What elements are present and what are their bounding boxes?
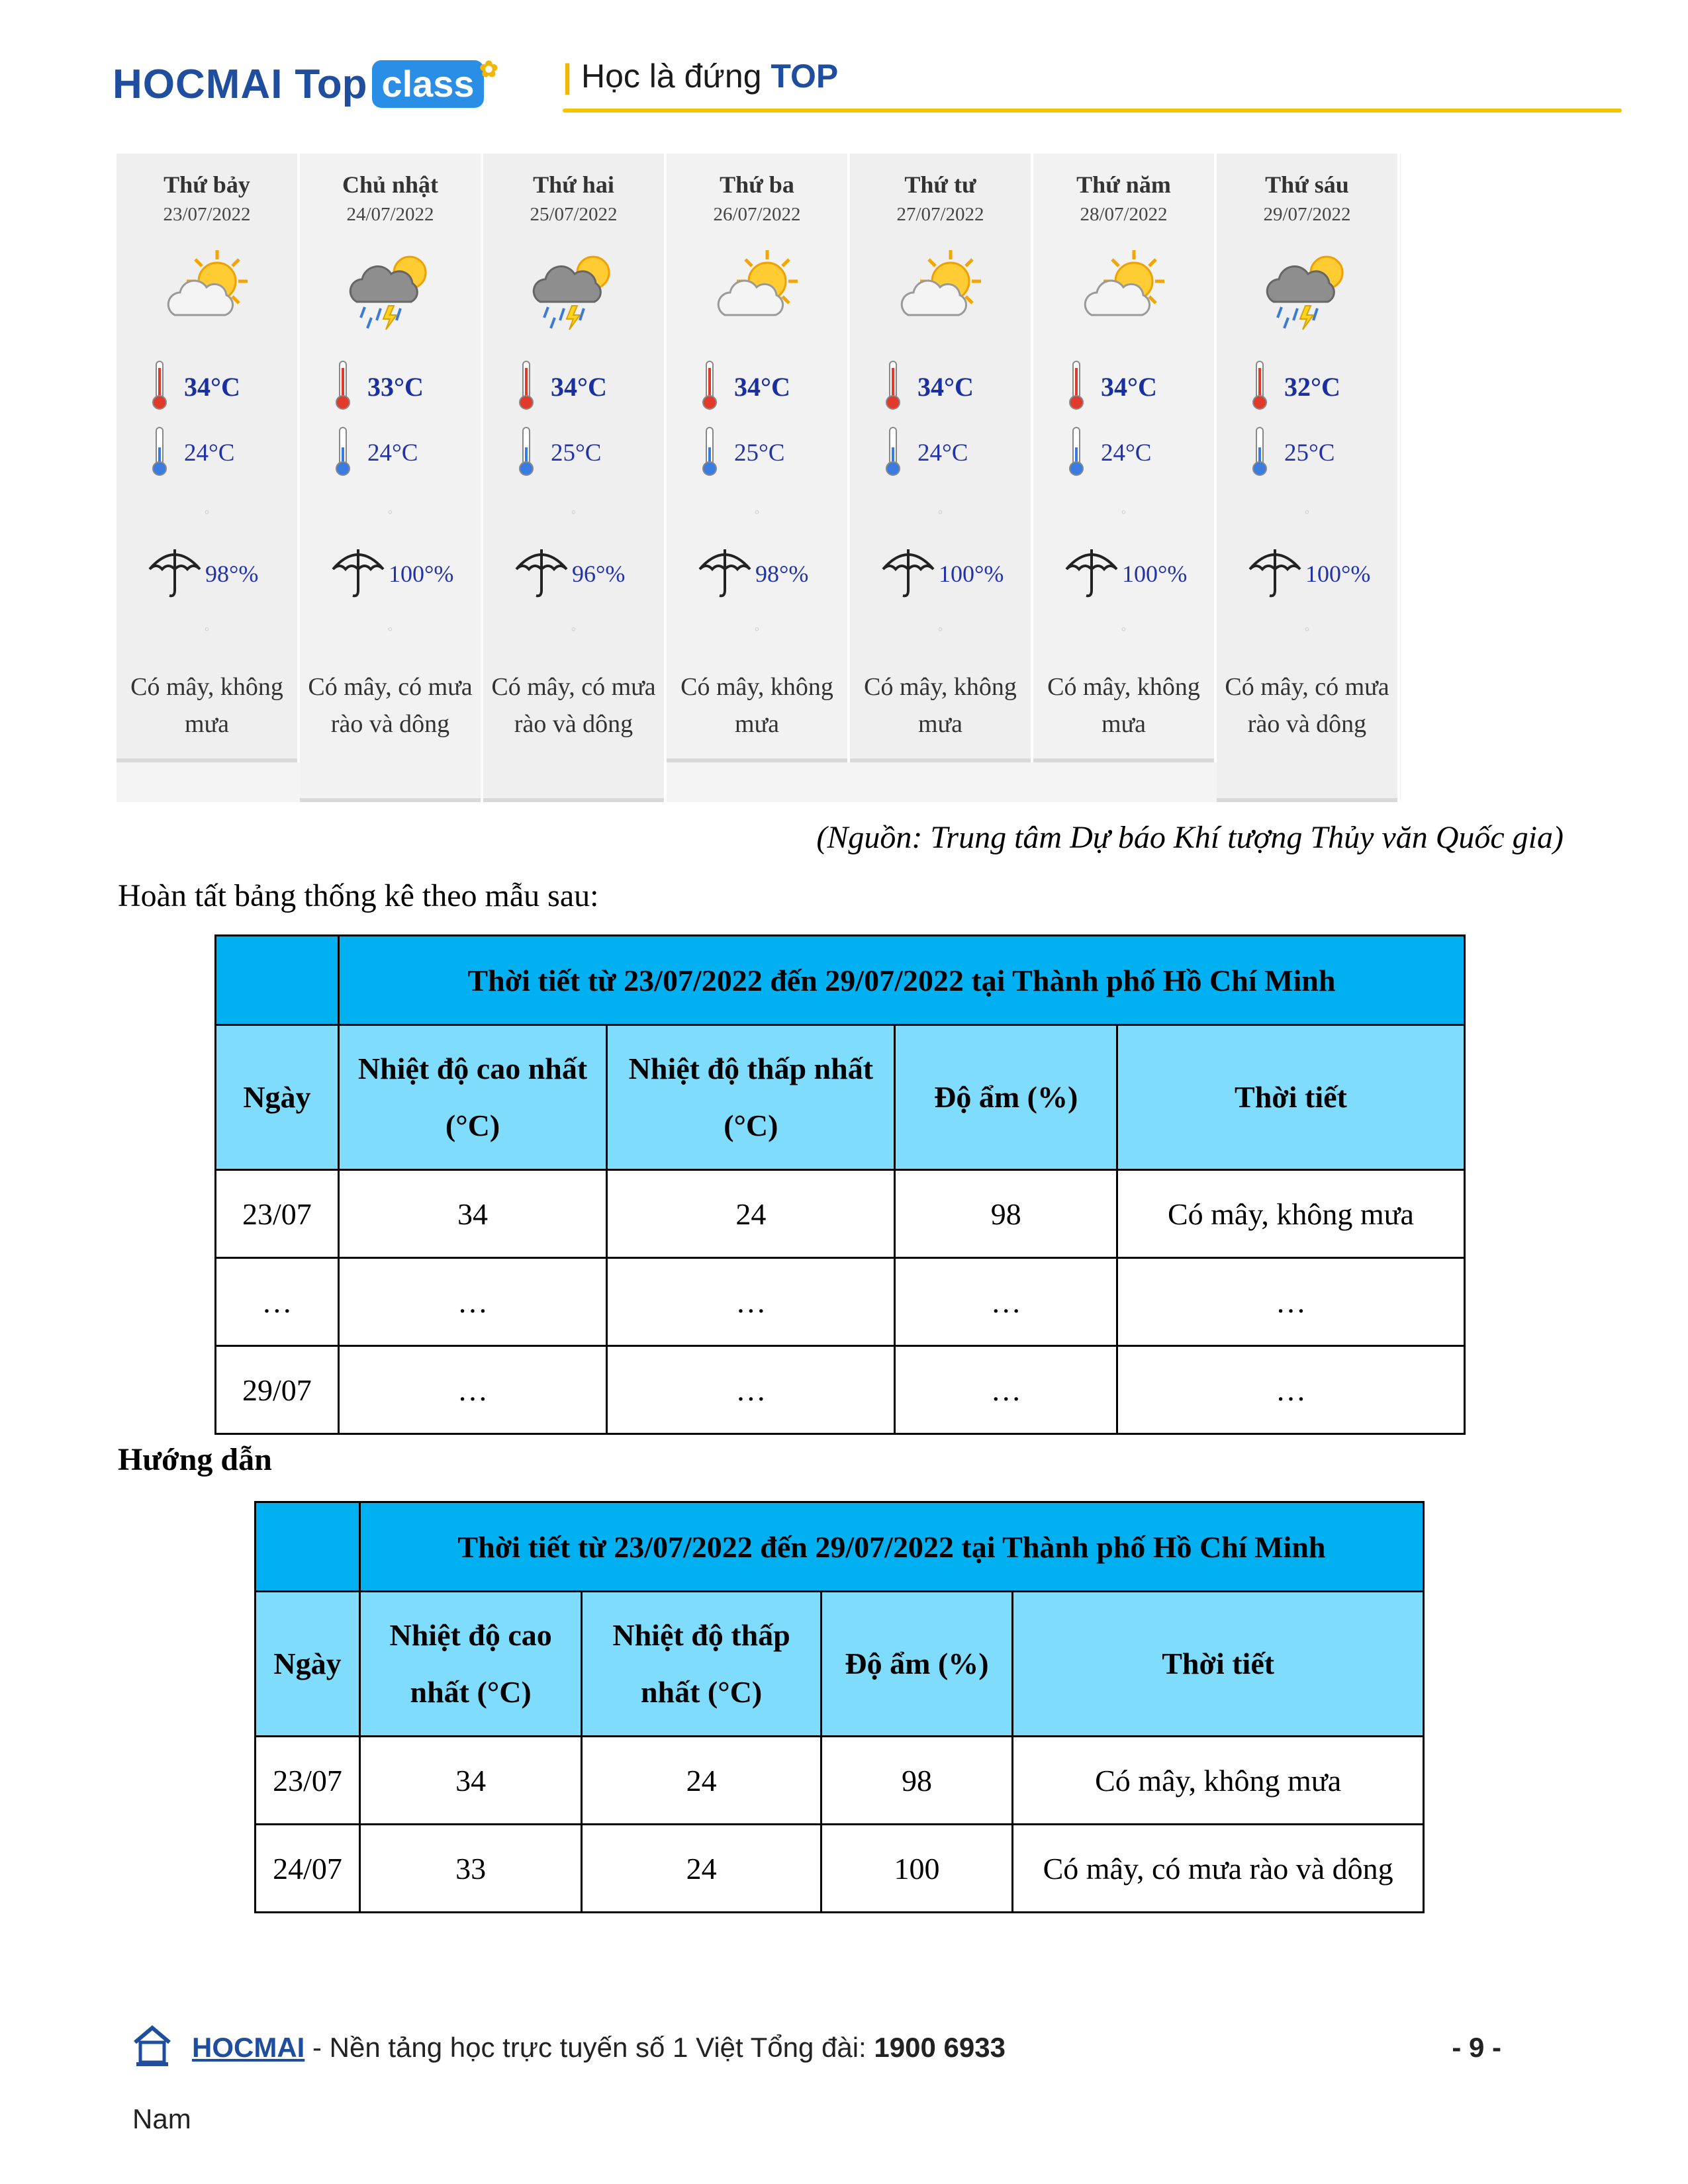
forecast-date: 27/07/2022	[896, 204, 984, 225]
cell-weather: Có mây, có mưa rào và dông	[1013, 1825, 1424, 1913]
rain-row	[329, 543, 474, 604]
forecast-description: Có mây, không mưa	[1047, 673, 1200, 738]
forecast-day	[1217, 154, 1400, 802]
page-header	[113, 46, 1503, 119]
divider-dot: °	[1304, 508, 1310, 521]
low-temp-row	[333, 425, 467, 481]
forecast-description: Có mây, không mưa	[130, 673, 283, 738]
partly-cloudy-sun-icon	[165, 246, 252, 332]
header-date: Ngày	[216, 1025, 339, 1170]
thermometer-cold-icon	[1250, 425, 1270, 481]
forecast-high-temp: 34°C	[184, 372, 240, 402]
forecast-low-temp: 25°C	[734, 439, 785, 467]
forecast-day-name: Thứ năm	[1076, 171, 1171, 198]
forecast-day-name: Thứ sáu	[1265, 171, 1349, 198]
divider-dot: °	[387, 625, 393, 638]
forecast-high-temp: 33°C	[367, 372, 424, 402]
header-min-temp: Nhiệt độ thấp nhất (°C)	[582, 1592, 821, 1737]
cell-date: 23/07	[216, 1170, 339, 1258]
header-weather: Thời tiết	[1117, 1025, 1464, 1170]
header-humidity: Độ ẩm (%)	[821, 1592, 1013, 1737]
table-corner-cell	[216, 936, 339, 1025]
umbrella-icon	[1062, 543, 1121, 604]
forecast-description: Có mây, có mưa rào và dông	[491, 673, 656, 738]
forecast-day-name: Thứ tư	[904, 171, 976, 198]
umbrella-icon	[329, 543, 387, 604]
cell-max-temp: 33	[359, 1825, 581, 1913]
divider-dot: °	[571, 625, 577, 638]
logo-class-badge	[372, 57, 498, 108]
cell-min-temp: 24	[607, 1170, 895, 1258]
thunderstorm-sun-icon	[1266, 246, 1352, 332]
table-row	[216, 1170, 1465, 1258]
partly-cloudy-sun-icon	[716, 246, 802, 332]
high-temp-row	[1066, 359, 1201, 415]
header-date: Ngày	[256, 1592, 360, 1737]
forecast-rain-chance: 100°%	[1122, 560, 1188, 587]
cell-weather: …	[1117, 1346, 1464, 1434]
low-temp-row	[516, 425, 651, 481]
cell-max-temp: 34	[338, 1170, 606, 1258]
header-max-temp: Nhiệt độ cao nhất (°C)	[359, 1592, 581, 1737]
divider-dot: °	[754, 508, 760, 521]
forecast-rain-chance: 98°%	[205, 560, 259, 587]
thunderstorm-sun-icon	[349, 246, 435, 332]
answer-statistics-table	[254, 1501, 1425, 1913]
cell-min-temp: …	[607, 1346, 895, 1434]
table-row	[256, 1737, 1424, 1825]
divider-dot: °	[204, 508, 210, 521]
umbrella-icon	[1246, 543, 1304, 604]
partly-cloudy-sun-icon	[1082, 246, 1168, 332]
forecast-low-temp: 24°C	[1101, 439, 1152, 467]
cell-max-temp: …	[338, 1258, 606, 1346]
thermometer-cold-icon	[700, 425, 720, 481]
low-temp-row	[700, 425, 834, 481]
footer-brand-link[interactable]: HOCMAI	[192, 2032, 305, 2063]
forecast-rain-chance: 100°%	[1305, 560, 1371, 587]
table-corner-cell	[256, 1502, 360, 1592]
guide-heading: Hướng dẫn	[118, 1442, 272, 1477]
tagline-text: Học là đứng	[581, 58, 771, 95]
forecast-day	[117, 154, 300, 762]
cell-min-temp: …	[607, 1258, 895, 1346]
thermometer-hot-icon	[333, 359, 353, 415]
cell-date: 24/07	[256, 1825, 360, 1913]
thermometer-cold-icon	[1066, 425, 1086, 481]
table-title: Thời tiết từ 23/07/2022 đến 29/07/2022 tại Thành phố Hồ Chí Minh	[338, 936, 1464, 1025]
rain-row	[512, 543, 657, 604]
divider-dot: °	[387, 508, 393, 521]
cell-max-temp: 34	[359, 1737, 581, 1825]
cell-weather: Có mây, không mưa	[1117, 1170, 1464, 1258]
umbrella-icon	[146, 543, 204, 604]
header-underline	[563, 109, 1622, 113]
cell-humidity: 98	[821, 1737, 1013, 1825]
thunderstorm-sun-icon	[532, 246, 618, 332]
forecast-date: 28/07/2022	[1080, 204, 1168, 225]
forecast-low-temp: 25°C	[1284, 439, 1335, 467]
thermometer-cold-icon	[333, 425, 353, 481]
cell-weather: …	[1117, 1258, 1464, 1346]
cell-humidity: 98	[895, 1170, 1117, 1258]
table-title: Thời tiết từ 23/07/2022 đến 29/07/2022 tại Thành phố Hồ Chí Minh	[359, 1502, 1423, 1592]
rain-row	[879, 543, 1024, 604]
forecast-date: 24/07/2022	[346, 204, 434, 225]
high-temp-row	[333, 359, 467, 415]
thermometer-hot-icon	[150, 359, 169, 415]
table-row	[216, 1258, 1465, 1346]
thermometer-cold-icon	[516, 425, 536, 481]
tagline-top: TOP	[771, 58, 839, 95]
divider-dot: °	[204, 625, 210, 638]
divider-dot: °	[1304, 625, 1310, 638]
high-temp-row	[516, 359, 651, 415]
header-humidity: Độ ẩm (%)	[895, 1025, 1117, 1170]
forecast-date: 29/07/2022	[1263, 204, 1351, 225]
forecast-high-temp: 34°C	[1101, 372, 1157, 402]
rain-row	[146, 543, 291, 604]
high-temp-row	[883, 359, 1017, 415]
high-temp-row	[1250, 359, 1384, 415]
forecast-description: Có mây, có mưa rào và dông	[1225, 673, 1389, 738]
header-max-temp: Nhiệt độ cao nhất (°C)	[338, 1025, 606, 1170]
divider-dot: °	[937, 508, 943, 521]
rain-row	[1062, 543, 1207, 604]
thermometer-hot-icon	[883, 359, 903, 415]
footer-hotline: 1900 6933	[874, 2032, 1006, 2063]
forecast-rain-chance: 96°%	[572, 560, 626, 587]
forecast-rain-chance: 100°%	[389, 560, 454, 587]
footer-text-wrap: Nam	[132, 2103, 191, 2134]
forecast-day	[1033, 154, 1217, 762]
umbrella-icon	[696, 543, 754, 604]
cell-min-temp: 24	[582, 1737, 821, 1825]
cell-weather: Có mây, không mưa	[1013, 1737, 1424, 1825]
divider-dot: °	[754, 625, 760, 638]
forecast-low-temp: 24°C	[367, 439, 418, 467]
page-number: - 9 -	[1452, 2032, 1501, 2063]
logo-top-text: Top	[295, 61, 367, 107]
forecast-day	[667, 154, 850, 762]
forecast-high-temp: 34°C	[551, 372, 607, 402]
header-tagline	[563, 57, 838, 95]
forecast-low-temp: 25°C	[551, 439, 602, 467]
forecast-rain-chance: 98°%	[755, 560, 809, 587]
instruction-text: Hoàn tất bảng thống kê theo mẫu sau:	[118, 878, 599, 913]
cell-humidity: 100	[821, 1825, 1013, 1913]
logo-hocmai-text: HOCMAI	[113, 61, 283, 107]
table-row	[256, 1825, 1424, 1913]
rain-row	[1246, 543, 1391, 604]
footer-text	[192, 2032, 1006, 2064]
high-temp-row	[700, 359, 834, 415]
hocmai-house-icon	[131, 2023, 173, 2069]
thermometer-hot-icon	[516, 359, 536, 415]
umbrella-icon	[512, 543, 571, 604]
thermometer-hot-icon	[1250, 359, 1270, 415]
forecast-day-name: Thứ ba	[720, 171, 794, 198]
forecast-day	[850, 154, 1033, 762]
forecast-rain-chance: 100°%	[939, 560, 1004, 587]
cell-date: 29/07	[216, 1346, 339, 1434]
forecast-day-name: Chủ nhật	[342, 171, 439, 198]
divider-dot: °	[1121, 625, 1127, 638]
thermometer-hot-icon	[1066, 359, 1086, 415]
tagline-divider: |	[563, 58, 572, 95]
hocmai-topclass-logo	[113, 54, 498, 114]
thermometer-cold-icon	[883, 425, 903, 481]
thermometer-hot-icon	[700, 359, 720, 415]
divider-dot: °	[937, 625, 943, 638]
forecast-high-temp: 34°C	[734, 372, 790, 402]
forecast-day	[300, 154, 483, 802]
forecast-low-temp: 24°C	[184, 439, 235, 467]
low-temp-row	[1066, 425, 1201, 481]
forecast-high-temp: 32°C	[1284, 372, 1340, 402]
forecast-date: 23/07/2022	[163, 204, 251, 225]
table-row	[216, 1346, 1465, 1434]
low-temp-row	[150, 425, 284, 481]
cell-humidity: …	[895, 1346, 1117, 1434]
footer-description: - Nền tảng học trực tuyến số 1 Việt Tổng đài:	[305, 2032, 874, 2063]
forecast-day	[483, 154, 667, 802]
weather-forecast-strip	[117, 154, 1401, 802]
logo-class-text: class	[381, 63, 475, 105]
star-icon: ✿	[479, 57, 498, 82]
forecast-low-temp: 24°C	[917, 439, 968, 467]
forecast-date: 26/07/2022	[713, 204, 801, 225]
forecast-description: Có mây, không mưa	[864, 673, 1017, 738]
forecast-day-name: Thứ hai	[533, 171, 614, 198]
partly-cloudy-sun-icon	[899, 246, 985, 332]
forecast-high-temp: 34°C	[917, 372, 974, 402]
divider-dot: °	[571, 508, 577, 521]
cell-date: 23/07	[256, 1737, 360, 1825]
source-caption: (Nguồn: Trung tâm Dự báo Khí tượng Thủy văn Quốc gia)	[816, 820, 1564, 855]
forecast-day-name: Thứ bảy	[164, 171, 250, 198]
cell-humidity: …	[895, 1258, 1117, 1346]
divider-dot: °	[1121, 508, 1127, 521]
forecast-date: 25/07/2022	[530, 204, 618, 225]
cell-min-temp: 24	[582, 1825, 821, 1913]
header-min-temp: Nhiệt độ thấp nhất (°C)	[607, 1025, 895, 1170]
low-temp-row	[883, 425, 1017, 481]
forecast-description: Có mây, không mưa	[680, 673, 833, 738]
cell-max-temp: …	[338, 1346, 606, 1434]
header-weather: Thời tiết	[1013, 1592, 1424, 1737]
umbrella-icon	[879, 543, 937, 604]
template-statistics-table	[214, 934, 1466, 1435]
forecast-description: Có mây, có mưa rào và dông	[308, 673, 473, 738]
high-temp-row	[150, 359, 284, 415]
thermometer-cold-icon	[150, 425, 169, 481]
cell-date: …	[216, 1258, 339, 1346]
rain-row	[696, 543, 841, 604]
low-temp-row	[1250, 425, 1384, 481]
